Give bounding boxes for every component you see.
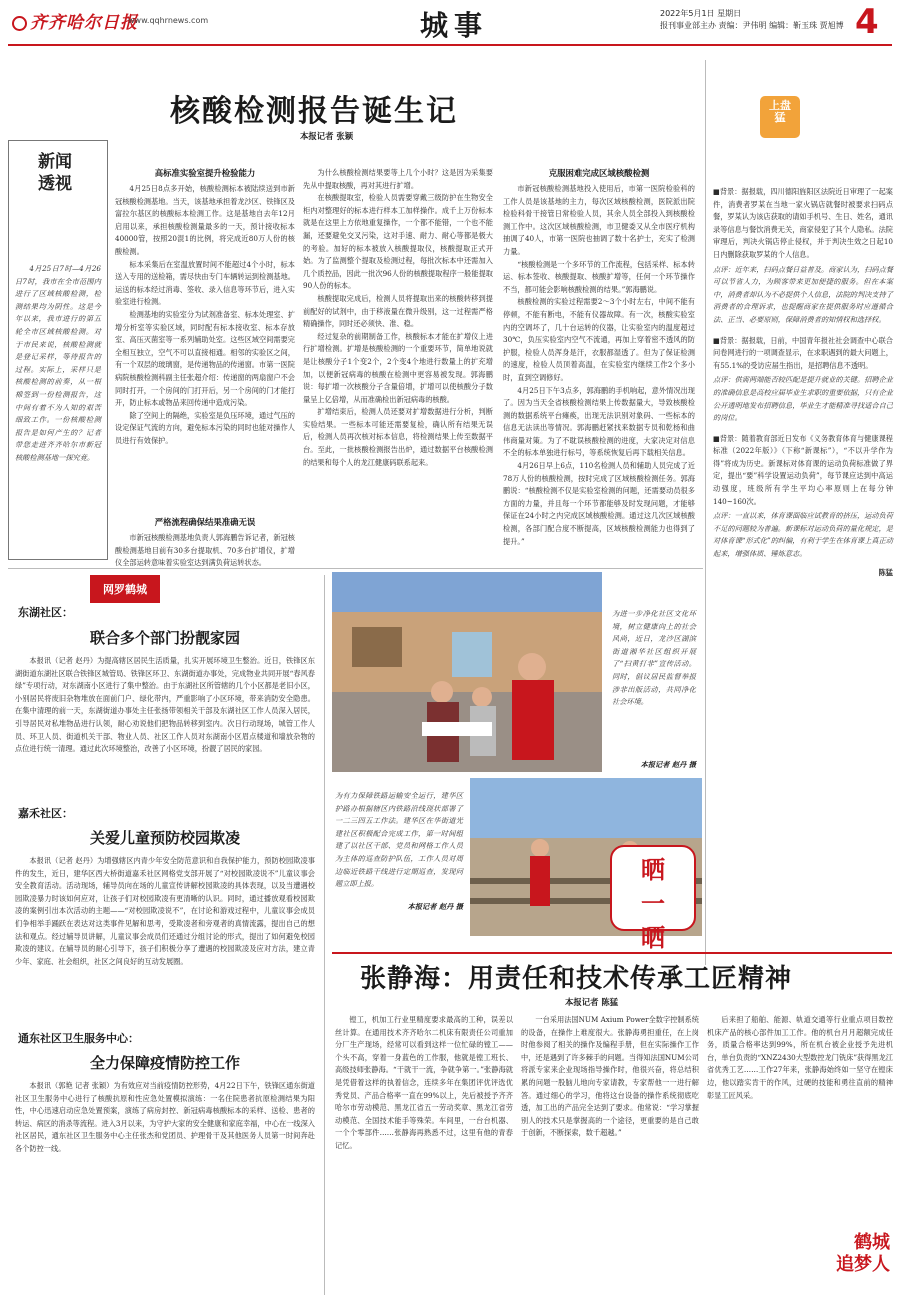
column-logo-line-2: 追梦人	[836, 1254, 890, 1275]
paragraph: 市新冠核酸检测基地投入使用后，市第一医院检验科的工作人员是该基地的主力，每次区域核酸检测，医院派出院检验科骨干接管日常检验人员，其余人员全部投入到核酸检测工作中。这次区域核酸检测，市卫健委又从全市医疗机构抽调了40人，市第一医院也抽调了数十名护士，充实了检测力量。	[503, 184, 695, 256]
paragraph: 本报讯（记者 赵丹）为提高辖区居民生活质量，扎实开展环境卫生整治。近日，铁锋区东湖街道东湖社区联合铁锋区城管局、铁锋区环卫、东湖街道办事处，完成物业共同开展“春风春绿”专项行动，对东湖南小区进行了集中整治。由于东湖社区所管辖的几个小区都是老旧小区，小别居民将废旧杂物堆放在面前门户、绿化带内，严重影响了小区环境，带来消防安全隐患。在集中清理的前一天，东湖街道办事处主任张扬带领相关干部及东湖社区工作人员深入居民，引导居民对私堆物品进行认领，耐心劝说他们把物品转移到室内。次日行动现场，城管工作人员、环卫人员、街道机关干部、物业人员、社区工作人员对东湖南小区眉点楼道和墙放杂物的点位进行统一清理。通过此次环境整治，改善了小区环境，扮靓了居民的家园。	[15, 656, 315, 754]
paragraph: 市新冠核酸检测基地负责人郭海鹏告诉记者，新冠核酸检测基地目前有30多台提取机、70多台扩增仪，扩增仪全部运转意味着实验室达到满负荷运转状态。	[115, 533, 295, 568]
section-title: 城事	[420, 9, 489, 42]
photo-illustration	[332, 572, 602, 772]
paragraph: 核酸检测的实验过程需要2～3个小时左右，中间不能有停顿，不能有断电，不能有仪器故障。有一次，核酸实验室内的空调坏了，几十台运转的仪器，让实验室内的温度超过30℃，负压实验室内空气不流通，再加上穿着密不透风的防护服，检验人员浑身是汗，衣服都湿透了。但为了保证检测的速度，检验人员顶着高温，在实验室内继续工作2个多小时，直到空调修好。	[503, 297, 695, 382]
community-3-name: 通东社区卫生服务中心：	[18, 1032, 139, 1045]
logo-text: 齐齐哈尔日报	[30, 13, 138, 33]
paragraph: 本报讯（郭艳 记者 张颖）为有效应对当前疫情防控形势，4月22日下午，铁锋区通东街道社区卫生服务中心进行了核酸抗原和性应急处置模拟演练：一名住院患者抗原检测结果为阳性，中心迅速启动应急处置预案，演练了病房封控、新冠病毒核酸标本的采样、送检、患者的转运、病区的消杀等流程。进入3月以来，为守护大家的安全健康和家庭幸福，中心在一线深入社区居民，通东社区卫生服务中心主任张杰和党团员、护理骨干及其他医务人员第一时间奔赴各个防控一线。	[15, 1081, 315, 1153]
photo-2-credit: 本报记者 赵丹 摄	[407, 902, 463, 911]
feature-col1	[335, 1014, 513, 1294]
paragraph: 经过复杂的前期制备工作，核酸标本才能在扩增仪上进行扩增检测。扩增是核酸检测的一个重要环节，简单地说就是让核酸分子1个变2个，2个变4个地进行数量上的扩充增加，以便新冠病毒的核酸在检测中更容易被发现。郭海鹏说：每扩增一次核酸分子含量倍增，扩增可以使核酸分子数量呈上亿倍增，从而准确检出新冠病毒的核酸。	[303, 331, 493, 404]
lead-subhead-3: 克服困难完成区域核酸检测	[548, 168, 650, 178]
section-divider	[8, 568, 703, 569]
paragraph: 标本采集后在室温放置时间不能超过4个小时，标本送入专用的送检箱，需尽快由专门车辆转运到检测基地。运送的标本经过消毒、签收、录入信息等环节后，进入实验室进行检测。	[115, 259, 295, 307]
paragraph: 4月26日早上6点，110名检测人员和辅助人员完成了近78万人份的核酸检测，按时完成了区域核酸检测任务。郭海鹏说：“核酸检测不仅是实验室检测的问题，还需要动员很多方面的力量，并且每一个环节都能够及时发现问题，才能够保证在24小时之内完成区域核酸检测。通过这几次区域核酸检测，各部门配合度不断提高，区域核酸检测能力也得到了提升。”	[503, 461, 695, 546]
lead-byline: 本报记者 张颖	[300, 131, 354, 141]
paragraph: 本报讯（记者 赵丹）为增强辖区内青少年安全防范意识和自我保护能力，预防校园欺凌事件的发生，近日，建华区西大桥街道嘉禾社区网格党支部开展了“对校园欺凌说不”儿童议事会安全教育活动。活动现场，辅导员向在场的儿童宣传讲解校园欺凌的具体表现，以及当遭遇校园欺凌暴力时该如何应对，让孩子们对校园欺凌有更清晰的认识。同时，通过播放观看校园欺凌的案例引出本次活动的主题——“对校园欺凌说不”，在讨论和游戏过程中，儿童议事会成员们争相举手踊跃在表达对这类事件见解和思考，受欺凌者和旁观者的真情流露，提出自己的想法和观点。经过辅导员讲解，儿童议事会成员们还通过分组讨论的形式，提出了如何避免校园欺凌的建议。在辅导员的耐心引导下，孩子们积极分享了遭遇的校园欺凌及应对方法，建立青少年、家庭、社会组织，社区之间良好的互动发展圈。	[15, 856, 315, 966]
sidebar-background-1: ■背景：据报载，四川德阳旌阳区法院近日审理了一起案件，消费者罗某在当地一家火锅店就餐时被要求扫码点餐，罗某认为该店获取的请如手机号、生日、姓名，通讯录等信息与餐饮消费无关，商家侵犯了其个人隐私。法院审理后，判决火锅店停止侵权，并于判决生效之日起10日内删除获取罗某的个人信息。	[713, 187, 893, 259]
feature-col2	[521, 1014, 699, 1294]
paragraph: 扩增结束后，检测人员还要对扩增数据进行分析，判断实验结果。一些标本可能还需要复检，确认所有结果无误后，检测人员再次核对标本信息，将检测结果上传至数据平台。至此，一批核酸检测报告出炉，通过数据平台核酸检测的结果和每个人的龙江健康码联系起来。	[303, 407, 493, 467]
lead-col2	[303, 167, 493, 561]
feature-headline: 张静海：用责任和技术传承工匠精神	[360, 964, 793, 994]
editors-line: 报刊事业部主办 责编：尹伟明 编辑：靳玉珠 贾旭博	[660, 21, 844, 30]
paragraph: 核酸提取完成后，检测人员将提取出来的核酸转移到提前配好的试剂中，由于移液量在微升级别，这一过程需严格精确操作，同时还必须快、准、稳。	[303, 293, 493, 329]
lead-col1-tail	[115, 532, 295, 568]
sidebar-author: 陈猛	[878, 567, 893, 577]
masthead-rule	[8, 44, 892, 46]
paragraph: 除了空间上的隔绝，实验室是负压环境，通过气压的设定保证气流的方向，避免标本污染的同时也能对操作人员进行有效保护。	[115, 410, 295, 445]
lead-subhead-1: 高标准实验室提升检验能力	[154, 168, 256, 178]
sidebar-badge-text: 上盘猛	[769, 99, 791, 124]
feature-byline: 本报记者 陈猛	[565, 997, 619, 1007]
paragraph: 4月25日8点多开始，核酸检测标本被陆续送到市新冠核酸检测基地。当天，该基地承担着龙沙区、铁锋区及富拉尔基区的核酸标本检测工作。这是基地自去年12月启用以来，承担核酸检测量最多的一天，预计接收标本40000管，按照20混1的比例，将完成近80万人份的核酸检测。	[115, 184, 295, 256]
column-logo	[820, 1232, 890, 1302]
feature-rule	[332, 952, 892, 954]
column-divider	[324, 575, 325, 1295]
issue-date: 2022年5月1日 星期日	[660, 9, 742, 18]
lead-col3	[503, 183, 695, 561]
dateline	[660, 8, 844, 32]
section-tag-wangluo: 网罗鹤城	[90, 575, 160, 603]
sidebar-background-3: ■背景：随着教育部近日发布《义务教育体育与健康课程标准（2022年版）》（下称“新课标”），“不以升学作为得”将成为历史。新课标对体育课的运动负荷标准做了界定，提出“要”科学设置运动负荷”，每节课应达到中高运动强度，班级所有学生平均心率原则上在每分钟140~160次。	[713, 433, 893, 506]
paragraph: 为什么核酸检测结果要等上几个小时？这是因为采集要先从中提取核酸，再对其进行扩增。	[303, 168, 493, 190]
sidebar-background-2: ■背景：据报载，日前，中国青年报社社会调查中心联合问卷网进行的一项调查显示，在求职遇到的最大问题上，有55.1%的受访应届生指出，是招聘信息不透明。	[713, 335, 893, 370]
community-2-title: 关爱儿童预防校园欺凌	[89, 829, 240, 847]
sidebar-badge	[760, 96, 800, 138]
photo-1-caption: 为进一步净化社区文化环境，树立健康向上的社会风尚，近日，龙沙区湖滨街道湘华社区组织开展了“扫黄打非”宣传活动。同时，倡议居民监督举报涉非出版活动，共同净化社会环境。	[612, 609, 696, 707]
column-divider	[705, 60, 706, 965]
sticker-shaiyishai	[610, 845, 696, 952]
community-3-text	[15, 1080, 315, 1280]
sticker-text: 晒一晒	[641, 856, 665, 952]
sidebar-comment-1: 点评：近年来，扫码点餐日益普及。商家认为，扫码点餐可以节省人力，为顾客带来更加便捷的服务。但在本案中，消费者却认为不必提供个人信息，法院的判决支持了消费者的合理诉求，也提醒商家在提供服务时应遵循合法、正当、必要原则，保障消费者的知情权和选择权。	[713, 264, 893, 324]
newspaper-logo	[12, 8, 138, 33]
photo-2-caption: 为有力保障铁路运输安全运行，建华区护路办根据辖区内铁路沿线现状部署了一二三四五工作法。建华区在华街道光建社区积极配合完成工作，第一时间组建了以社区干部、党员和网格工作人员为主体的巡查防护队伍，工作人员对周边临近铁路干线进行定期巡查，发现问题立即上报。	[335, 791, 463, 889]
community-1-title: 联合多个部门扮靓家园	[89, 629, 240, 647]
lead-subhead-2: 严格流程确保结果准确无误	[154, 517, 256, 527]
community-2-text	[15, 855, 315, 1025]
news-perspective-body: 4月25日7时—4月26日7时，我市在全市范围内进行了区域核酸检测，检测结果均为阴性。这是今年以来，我市进行的第五轮全市区域核酸检测。对于市民来说，核酸检测就是登记采样，等待报告的过程。实际上，采样只是核酸检测的前奏，从一根棉签到一份检测报告，这中间有着不为人知的艰苦细致工作。一份核酸检测报告是如何产生的？记者带您走进齐齐哈尔市新冠核酸检测基地一探究竟。	[15, 264, 101, 462]
column-logo-line-1: 鹤城	[854, 1232, 890, 1253]
paragraph: 在核酸提取室，检验人员需要穿戴三级防护在生物安全柜内对整理好的标本进行样本工加样操作。成千上万份标本就是在这里上方依地重复操作，一个都不能错，一个也不能漏，还要避免交叉污染，这对手速、耐力、耐心等都是极大的考验。加好的标本被放入核酸提取仪，核酸提取正式开始。为了监测整个提取及检测过程，每批次标本中还需加入几个质控品，因此一批次96人份的核酸提取程序一般能提取90人份的标本。	[303, 193, 493, 291]
photo-1-credit: 本报记者 赵丹 摄	[640, 760, 696, 769]
lead-headline: 核酸检测报告诞生记	[170, 94, 458, 129]
sidebar-comment-2: 点评：供需两端能否较匹配是提升就业的关键。招聘企业的准确信息是高校应届毕业生求职的重要依据，只有企业公开透明地发布招聘信息，毕业生才能精准寻找适合自己的岗位。	[713, 375, 893, 423]
community-2-name: 嘉禾社区：	[18, 807, 73, 820]
paragraph: 一台采用法国NUM Axium Power全数字控制系统的设备，在操作上难度很大。张静海勇担重任，在上岗时他参阅了相关的操作及编程手册，但在实际操作工作中，还是遇到了许多棘手的问题。当得知法国NUM公司将派专家来企业现场指导操作时，他很兴奋，将总结积累的问题一股脑儿地向专家请教，专家帮他一一进行解答。通过细心的学习，他将这台设备的操作系统彻底吃透，加工出的产品完全达到了要求。他常说：“学习掌握别人的技术只是掌握高的一个途径，更重要的是自己敢于创新，不断探索，数千超越。”	[521, 1015, 699, 1138]
page-number: 4	[855, 2, 879, 42]
news-perspective-box	[8, 140, 108, 560]
sidebar-comment-3: 点评：一直以来，体育课面临应试教育的挤压，运动负荷不足的问题较为普遍。新课标对运动负荷的量化规定，是对体育课“形式化”的纠偏，有利于学生在体育课上真正动起来，增强体质、锤炼意志。	[713, 511, 893, 559]
news-perspective-title: 新闻透视	[38, 152, 72, 194]
paragraph: 4月25日下午3点多，郭海鹏的手机响起，意外情况出现了。因为当天全省核酸检测结果上传数据量大，导致核酸检测的数据系统平台瘫痪，出现无法识别对象码、一些标本的信息无法读出等情况。郭海鹏赶紧找来数据专员和乾杨和曲伟商量对策。为了不耽误核酸检测的进度，大家决定对信息不全的标本单独进行标号，等系统恢复后再下载相关信息。	[503, 385, 695, 458]
website[interactable]: www.qqhrnews.com	[128, 16, 209, 25]
community-3-title: 全力保障疫情防控工作	[89, 1054, 240, 1072]
sidebar-commentary	[713, 186, 893, 958]
community-1-text	[15, 655, 315, 793]
logo-ring-icon	[12, 16, 27, 31]
paragraph: “核酸检测是一个多环节的工作流程，包括采样、标本转运、标本签收、核酸提取、核酸扩增等，任何一个环节操作不当，都可能会影响核酸检测的结果。”郭海鹏说。	[503, 259, 695, 294]
paragraph: 后来担了船舶、能源、轨道交通等行业重点项目数控机床产品的核心部件加工工作。他的机台月月超额完成任务，质量合格率达到99%，所在机台被企业授予先进机台，单台负责的“XNZ2430大型数控龙门铣床”获得黑龙江省优秀工艺……工作27年来，张静海始终如一坚守在镗床边，他以踏实肯干的作风，过硬的技能和勇往直前的精神彰显工匠风采。	[707, 1015, 893, 1100]
feature-col3	[707, 1014, 893, 1224]
paragraph: 镗工，机加工行业里精度要求最高的工种，误差以丝计算。在通用技术齐齐哈尔二机床有限责任公司重加分厂生产现场，经常可以看到这样一位忙碌的镗工——个头不高，穿着一身蓝色的工作服，他就是镗工班长、高级技师张静海。“干就干一流，争就争第一。”张静海就是凭借着这样的执着信念，连续多年在集团评优评选优秀党员、产品合格率一直在99%以上，先后被授予齐齐哈尔市劳动模范、黑龙江省五一劳动奖章、黑龙江省劳动模范、全国技术能手等殊荣。车间里，一台台机器、一个个零部件……张静海再熟悉不过，这里有他的青春记忆。	[335, 1015, 513, 1150]
photo-community-volunteers	[332, 572, 602, 772]
paragraph: 检测基地的实验室分为试剂准备室、标本处理室、扩增分析室等实验区域，同时配有标本接收室、标本存放室、高压灭菌室等一系列辅助处室。这些区域空间需要完全相互独立，空气不可以直接相通。相邻的实验区之间，有一个双层的玻璃窗，是传递物品的传递窗。市第一医院病院核酸检测科副主任张超介绍：传递窗的两扇窗户不会同时打开，一个房间的门打开后，另一个房间的门才能打开，防止标本或物品来回传递中造成污染。	[115, 309, 295, 408]
community-1-name: 东湖社区：	[18, 606, 73, 619]
lead-col1	[115, 183, 295, 513]
